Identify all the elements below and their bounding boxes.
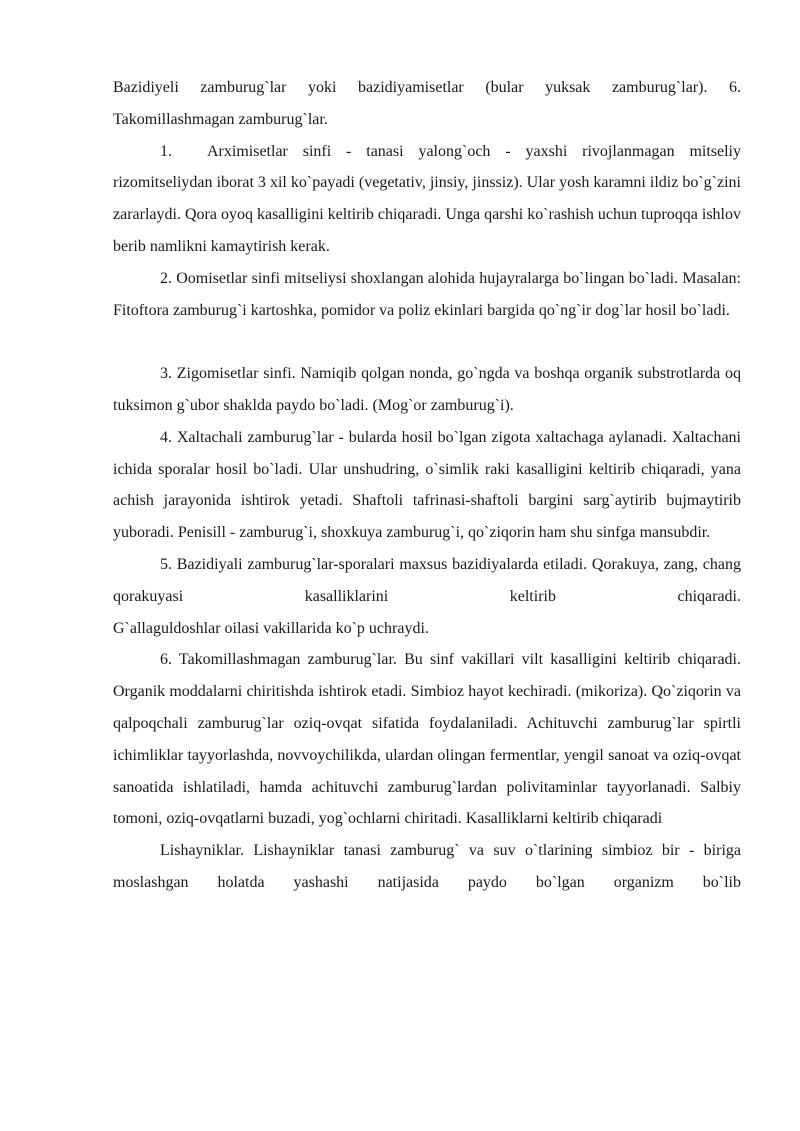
document-page <box>113 72 741 899</box>
paragraph-intro: Bazidiyeli zamburug`lar yoki bazidiyamisetlar (bular yuksak zamburug`lar). 6. Takomillashmagan zamburug`lar. <box>113 79 741 128</box>
list-number: 1. <box>160 142 172 160</box>
paragraph-oomisetlar: 2. Oomisetlar sinfi mitseliysi shoxlangan alohida hujayralarga bo`lingan bo`ladi. Masalan: Fitoftora zamburug`i kartoshka, pomidor va poliz ekinlari bargida qo`ng`ir dog`lar hosil bo`ladi. <box>113 269 741 319</box>
paragraph-lishayniklar: Lishayniklar. Lishayniklar tanasi zamburug` va suv o`tlarining simbioz bir - biriga moslashgan holatda yashashi natijasida paydo bo`lgan organizm bo`lib <box>113 842 741 891</box>
paragraph-arximisetlar <box>113 136 741 263</box>
paragraph-takomillashmagan: 6. Takomillashmagan zamburug`lar. Bu sinf vakillari vilt kasalligini keltirib chiqaradi. Organik moddalarni chiritishda ishtirok etadi. Simbioz hayot kechiradi. (mikoriza). Qo`ziqorin va qalpoqchali zamburug`lar oziq-ovqat sifatida foydalaniladi. Achituvchi zamburug`lar spirtli ichimliklar tayyorlashda, novvoychilikda, ulardan olingan fermentlar, yengil sanoat va oziq-ovqat sanoatida ishlatiladi, hamda achituvchi zamburug`lardan polivitaminlar tayyorlanadi. Salbiy tomoni, oziq-ovqatlarni buzadi, yog`ochlarni chiritadi. Kasalliklarni keltirib chiqaradi <box>113 651 741 828</box>
paragraph-text: Arximisetlar sinfi - tanasi yalong`och - yaxshi rivojlanmagan mitseliy rizomitseliydan iborat 3 xil ko`payadi (vegetativ, jinsiy, jinssiz). Ular yosh karamni ildiz bo`g`zini zararlaydi. Qora oyoq kasalligini keltirib chiqaradi. Unga qarshi ko`rashish uchun tuproqqa ishlov berib namlikni kamaytirish kerak. <box>113 142 741 255</box>
paragraph-bazidiyali-end: G`allaguldoshlar oilasi vakillarida ko`p uchraydi. <box>113 619 429 637</box>
blank-line <box>113 326 741 358</box>
paragraph-zigomisetlar: 3. Zigomisetlar sinfi. Namiqib qolgan nonda, go`ngda va boshqa organik substrotlarda oq tuksimon g`ubor shaklda paydo bo`ladi. (Mog`or zamburug`i). <box>113 365 741 414</box>
paragraph-xaltachali: 4. Xaltachali zamburug`lar - bularda hosil bo`lgan zigota xaltachaga aylanadi. Xaltachani ichida sporalar hosil bo`ladi. Ular unshudring, o`simlik raki kasalligini keltirib chiqaradi, yana achish jarayonida ishtirok yetadi. Shaftoli tafrinasi-shaftoli bargini sarg`aytirib bujmaytirib yuboradi. Penisill - zamburug`i, shoxkuya zamburug`i, qo`ziqorin ham shu sinfga mansubdir. <box>113 428 741 542</box>
paragraph-bazidiyali: 5. Bazidiyali zamburug`lar-sporalari maxsus bazidiyalarda etiladi. Qorakuya, zang, chang qorakuyasi kasalliklarini keltirib chiqaradi. <box>113 555 741 605</box>
